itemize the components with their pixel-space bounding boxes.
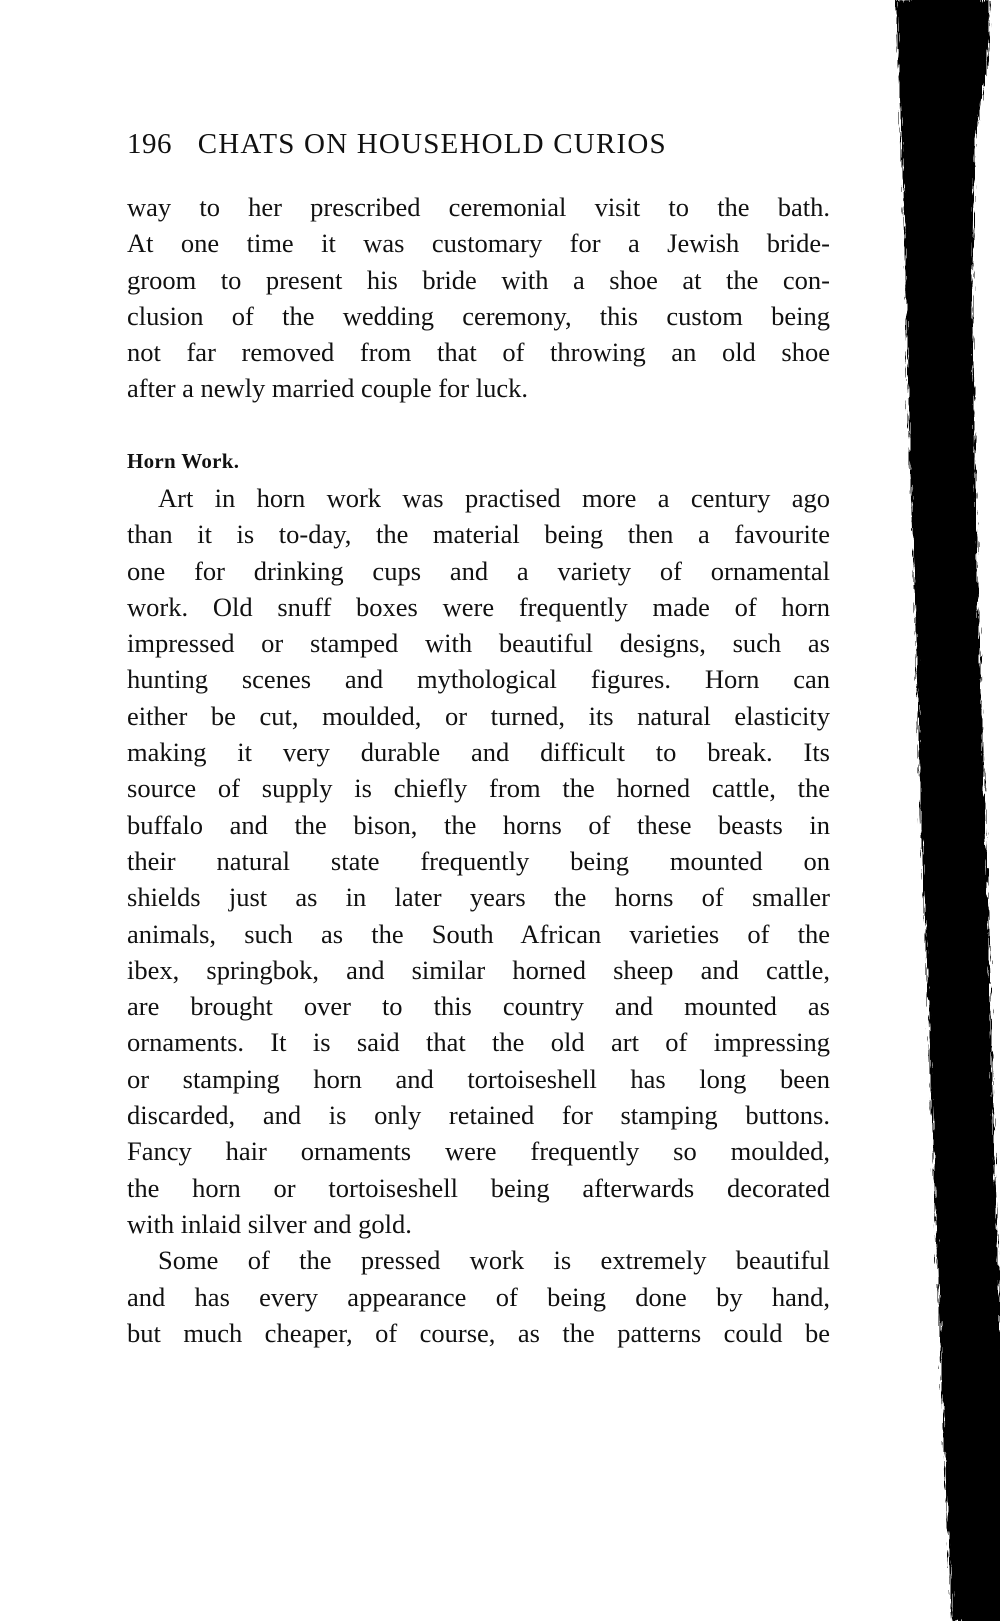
binding-shadow-core: [912, 0, 1000, 1621]
text-line: hunting scenes and mythological figures. Horn can: [127, 664, 830, 695]
text-line: clusion of the wedding ceremony, this custom being: [127, 300, 830, 331]
text-line: and has every appearance of being done by hand,: [127, 1281, 830, 1312]
text-line: Some of the pressed work is extremely beautiful: [158, 1245, 830, 1276]
text-line: impressed or stamped with beautiful designs, such as: [127, 628, 830, 659]
text-line: Art in horn work was practised more a century ago: [158, 483, 830, 513]
text-line: are brought over to this country and mounted as: [127, 991, 830, 1022]
page-number: 196: [127, 128, 172, 160]
text-line: discarded, and is only retained for stamping buttons.: [127, 1100, 830, 1131]
text-line: after a newly married couple for luck.: [127, 373, 528, 404]
section-heading: Horn Work.: [127, 449, 240, 473]
continuation-paragraph: [127, 189, 830, 407]
text-line: ornaments. It is said that the old art of impressing: [127, 1027, 830, 1058]
text-line: ibex, springbok, and similar horned sheep and cattle,: [127, 954, 830, 985]
text-line: one for drinking cups and a variety of ornamental: [127, 555, 830, 586]
text-line: work. Old snuff boxes were frequently made of horn: [127, 591, 830, 622]
text-line: buffalo and the bison, the horns of these beasts in: [127, 809, 830, 840]
book-title: CHATS ON HOUSEHOLD CURIOS: [197, 128, 667, 160]
section-body: [127, 480, 830, 1351]
text-line: the horn or tortoiseshell being afterwards decorated: [127, 1172, 830, 1203]
text-line: source of supply is chiefly from the horned cattle, the: [127, 773, 830, 804]
text-line: than it is to-day, the material being then a favourite: [127, 519, 830, 550]
running-head: [127, 128, 767, 161]
text-line: way to her prescribed ceremonial visit to the bath.: [127, 192, 830, 222]
text-line: not far removed from that of throwing an old shoe: [127, 337, 830, 368]
text-line: shields just as in later years the horns of smaller: [127, 882, 830, 913]
text-line: their natural state frequently being mounted on: [127, 845, 830, 876]
text-line: or stamping horn and tortoiseshell has long been: [127, 1063, 830, 1094]
paragraph-horn-work: [127, 480, 830, 1242]
text-line: animals, such as the South African varieties of the: [127, 918, 830, 949]
paragraph-pressed-work: [127, 1242, 830, 1351]
text-line: either be cut, moulded, or turned, its natural elasticity: [127, 700, 830, 731]
text-line: with inlaid silver and gold.: [127, 1208, 412, 1239]
text-line: making it very durable and difficult to break. Its: [127, 737, 830, 768]
text-line: but much cheaper, of course, as the patterns could be: [127, 1317, 830, 1348]
binding-shadow-band: [896, 0, 1000, 1621]
text-line: At one time it was customary for a Jewish bride-: [127, 228, 830, 259]
text-line: groom to present his bride with a shoe at the con-: [127, 264, 830, 295]
text-line: Fancy hair ornaments were frequently so moulded,: [127, 1136, 830, 1167]
